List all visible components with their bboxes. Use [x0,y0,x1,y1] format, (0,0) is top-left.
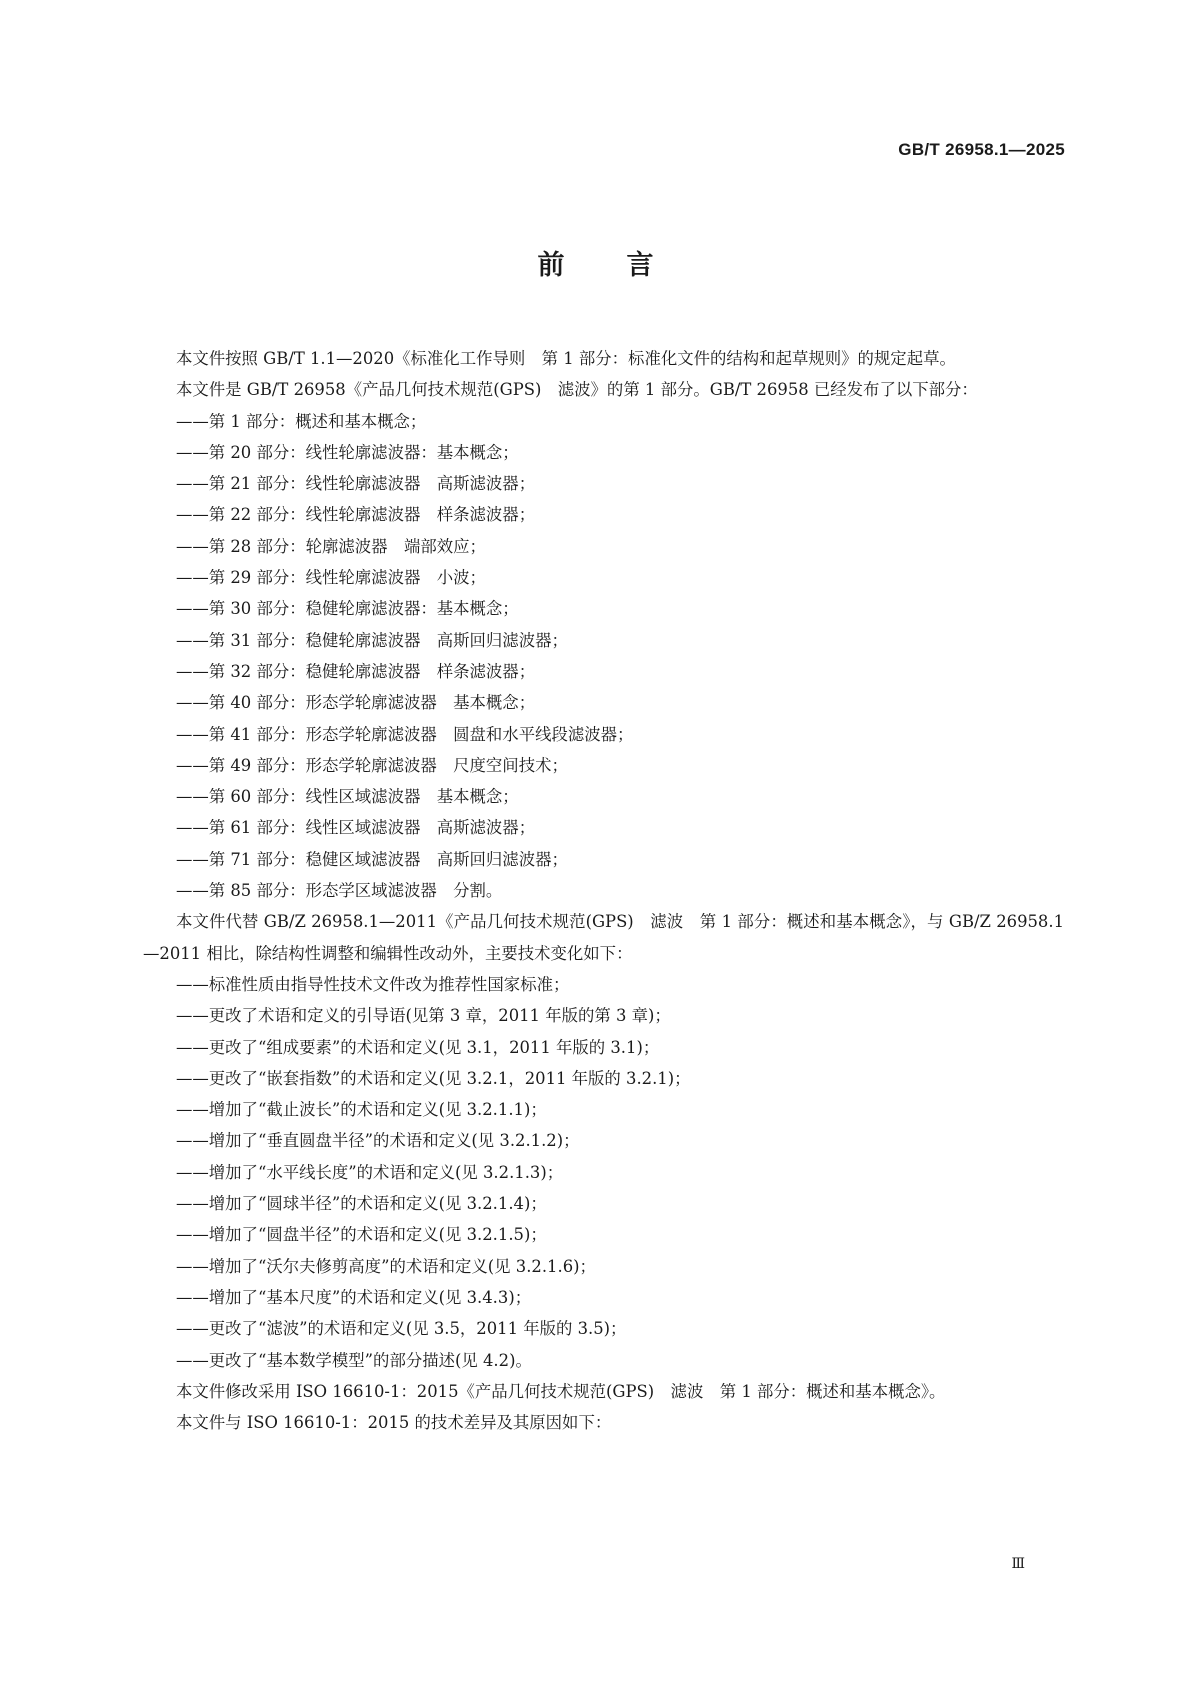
list-item: ——更改了“嵌套指数”的术语和定义(见 3.2.1，2011 年版的 3.2.1)； [176,1068,691,1088]
list-item: ——第 1 部分：概述和基本概念； [176,411,427,431]
list-item: ——第 28 部分：轮廓滤波器 端部效应； [176,536,486,556]
title-char-1: 前 [537,250,565,281]
list-item: ——更改了术语和定义的引导语(见第 3 章，2011 年版的第 3 章)； [176,1006,671,1026]
list-item: ——增加了“截止波长”的术语和定义(见 3.2.1.1)； [176,1100,547,1120]
list-item: ——更改了“滤波”的术语和定义(见 3.5，2011 年版的 3.5)； [176,1319,627,1339]
list-item: ——第 40 部分：形态学轮廓滤波器 基本概念； [176,693,536,713]
changes-list [143,969,1064,1376]
list-item: ——更改了“基本数学模型”的部分描述(见 4.2)。 [176,1350,532,1370]
list-item: ——增加了“垂直圆盘半径”的术语和定义(见 3.2.1.2)； [176,1131,580,1151]
list-item: ——第 21 部分：线性轮廓滤波器 高斯滤波器； [176,474,536,494]
adopt-paragraph: 本文件修改采用 ISO 16610-1：2015《产品几何技术规范(GPS) 滤波 第 1 部分：概述和基本概念》。 [176,1381,946,1401]
page-number: Ⅲ [1011,1556,1025,1572]
parts-list [143,406,1064,907]
list-item: ——增加了“沃尔夫修剪高度”的术语和定义(见 3.2.1.6)； [176,1256,596,1276]
list-item: ——第 32 部分：稳健轮廓滤波器 样条滤波器； [176,661,536,681]
list-item: ——第 61 部分：线性区域滤波器 高斯滤波器； [176,818,536,838]
title-char-2: 言 [626,250,654,281]
standard-code: GB/T 26958.1—2025 [898,140,1065,159]
list-item: ——第 30 部分：稳健轮廓滤波器：基本概念； [176,599,519,619]
list-item: ——第 31 部分：稳健轮廓滤波器 高斯回归滤波器； [176,630,568,650]
list-item: ——增加了“水平线长度”的术语和定义(见 3.2.1.3)； [176,1162,564,1182]
list-item: ——第 20 部分：线性轮廓滤波器：基本概念； [176,442,519,462]
page-title [0,243,1191,282]
list-item: ——增加了“基本尺度”的术语和定义(见 3.4.3)； [176,1287,532,1307]
intro-paragraph: 本文件是 GB/T 26958《产品几何技术规范(GPS) 滤波》的第 1 部分。GB/T 26958 已经发布了以下部分： [176,380,978,400]
list-item: ——第 41 部分：形态学轮廓滤波器 圆盘和水平线段滤波器； [176,724,634,744]
document-body [143,343,1064,1438]
list-item: ——第 71 部分：稳健区域滤波器 高斯回归滤波器； [176,849,568,869]
list-item: ——第 60 部分：线性区域滤波器 基本概念； [176,787,519,807]
list-item: ——第 49 部分：形态学轮廓滤波器 尺度空间技术； [176,755,568,775]
diff-paragraph: 本文件与 ISO 16610-1：2015 的技术差异及其原因如下： [176,1413,612,1433]
list-item: ——更改了“组成要素”的术语和定义(见 3.1，2011 年版的 3.1)； [176,1037,660,1057]
list-item: ——第 22 部分：线性轮廓滤波器 样条滤波器； [176,505,536,525]
list-item: ——增加了“圆球半径”的术语和定义(见 3.2.1.4)； [176,1194,547,1214]
list-item: ——第 29 部分：线性轮廓滤波器 小波； [176,568,486,588]
intro-paragraph: 本文件按照 GB/T 1.1—2020《标准化工作导则 第 1 部分：标准化文件的结构和起草规则》的规定起草。 [176,349,956,368]
list-item: ——第 85 部分：形态学区域滤波器 分割。 [176,881,503,901]
list-item: ——标准性质由指导性技术文件改为推荐性国家标准； [176,974,570,994]
list-item: ——增加了“圆盘半径”的术语和定义(见 3.2.1.5)； [176,1225,547,1245]
replace-paragraph: 本文件代替 GB/Z 26958.1—2011《产品几何技术规范(GPS) 滤波 第 1 部分：概述和基本概念》，与 GB/Z 26958.1—2011 相比，除结构性调整和编辑性改动外，主要技术变化如下： [143,912,1064,963]
